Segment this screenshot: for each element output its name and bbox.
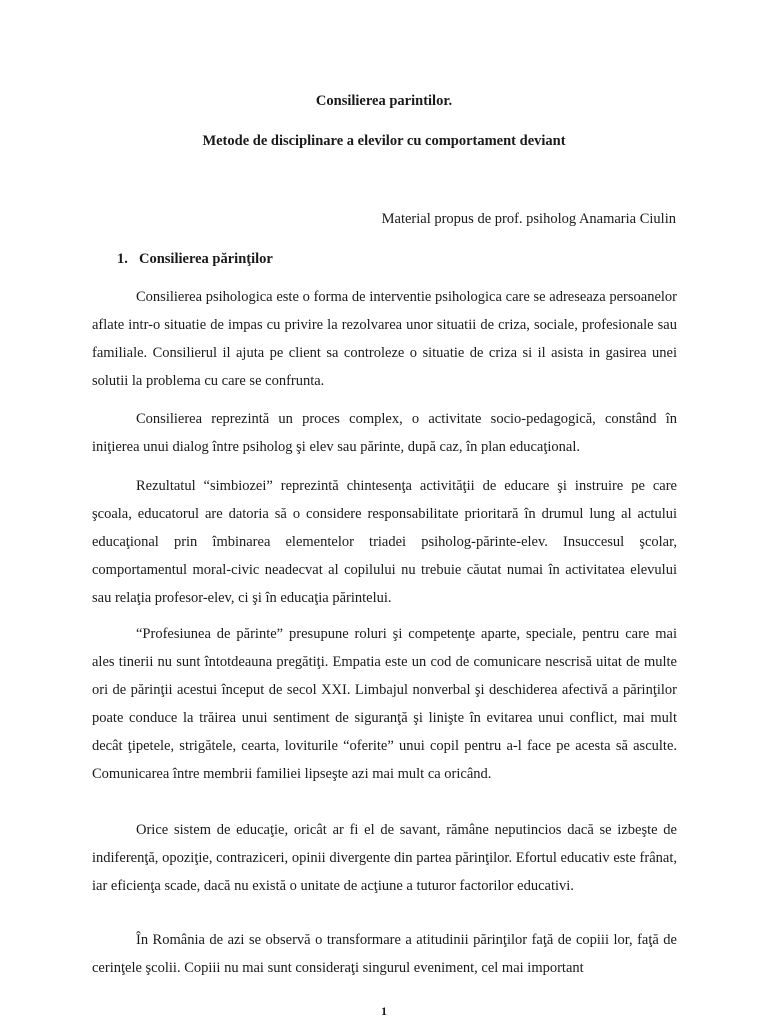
- paragraph-6: În România de azi se observă o transformare a atitudinii părinţilor faţă de copiii lor, faţă de cerinţele şcolii. Copiii nu mai sunt consideraţi singurul eveniment, cel mai important: [92, 932, 677, 976]
- section-number: 1.: [117, 251, 128, 267]
- page-number: 1: [381, 1004, 387, 1018]
- document-subtitle: Metode de disciplinare a elevilor cu comportament deviant: [202, 133, 566, 149]
- author-line: Material propus de prof. psiholog Anamaria Ciulin: [381, 211, 676, 227]
- paragraph-2: Consilierea reprezintă un proces complex, o activitate socio-pedagogică, constând în iniţierea unui dialog între psiholog şi elev sau părinte, după caz, în plan educaţional.: [92, 411, 677, 455]
- paragraph-1: Consilierea psihologica este o forma de interventie psihologica care se adreseaza persoanelor aflate intr-o situatie de impas cu privire la rezolvarea unor situatii de criza, sociale, profesionale sau familiale. Consilierul il ajuta pe client sa controleze o situatie de criza si il asista in gasirea unei solutii la problema cu care se confrunta.: [92, 289, 677, 389]
- paragraph-5: Orice sistem de educaţie, oricât ar fi el de savant, rămâne neputincios dacă se izbeşte de indiferenţă, opoziţie, contraziceri, opinii divergente din partea părinţilor. Efortul educativ este frânat, iar eficienţa scade, dacă nu există o unitate de acţiune a tuturor factorilor educativi.: [92, 822, 677, 894]
- paragraph-3: Rezultatul “simbiozei” reprezintă chintesenţa activităţii de educare şi instruire pe care şcoala, educatorul are datoria să o considere responsabilitate prioritară în drumul lung al actului educaţional prin îmbinarea elementelor triadei psiholog-părinte-elev. Insuccesul şcolar, comportamentul moral-civic neadecvat al copilului nu trebuie căutat numai în activitatea elevului sau relaţia profesor-elev, ci şi în educaţia părintelui.: [92, 478, 677, 606]
- paragraph-4: “Profesiunea de părinte” presupune roluri şi competenţe aparte, speciale, pentru care mai ales tinerii nu sunt întotdeauna pregătiţi. Empatia este un cod de comunicare nescrisă uitat de multe ori de părinţii acestui început de secol XXI. Limbajul nonverbal şi deschiderea afectivă a părinţilor poate conduce la trăirea unui sentiment de siguranţă şi linişte în evitarea unui conflict, mai mult decât ţipetele, strigătele, cearta, loviturile “oferite” unui copil pentru a-l face pe acesta să asculte. Comunicarea între membrii familiei lipseşte azi mai mult ca oricând.: [92, 626, 677, 782]
- section-heading: [117, 250, 273, 268]
- section-title: Consilierea părinţilor: [139, 251, 273, 267]
- document-title: Consilierea parintilor.: [315, 93, 453, 109]
